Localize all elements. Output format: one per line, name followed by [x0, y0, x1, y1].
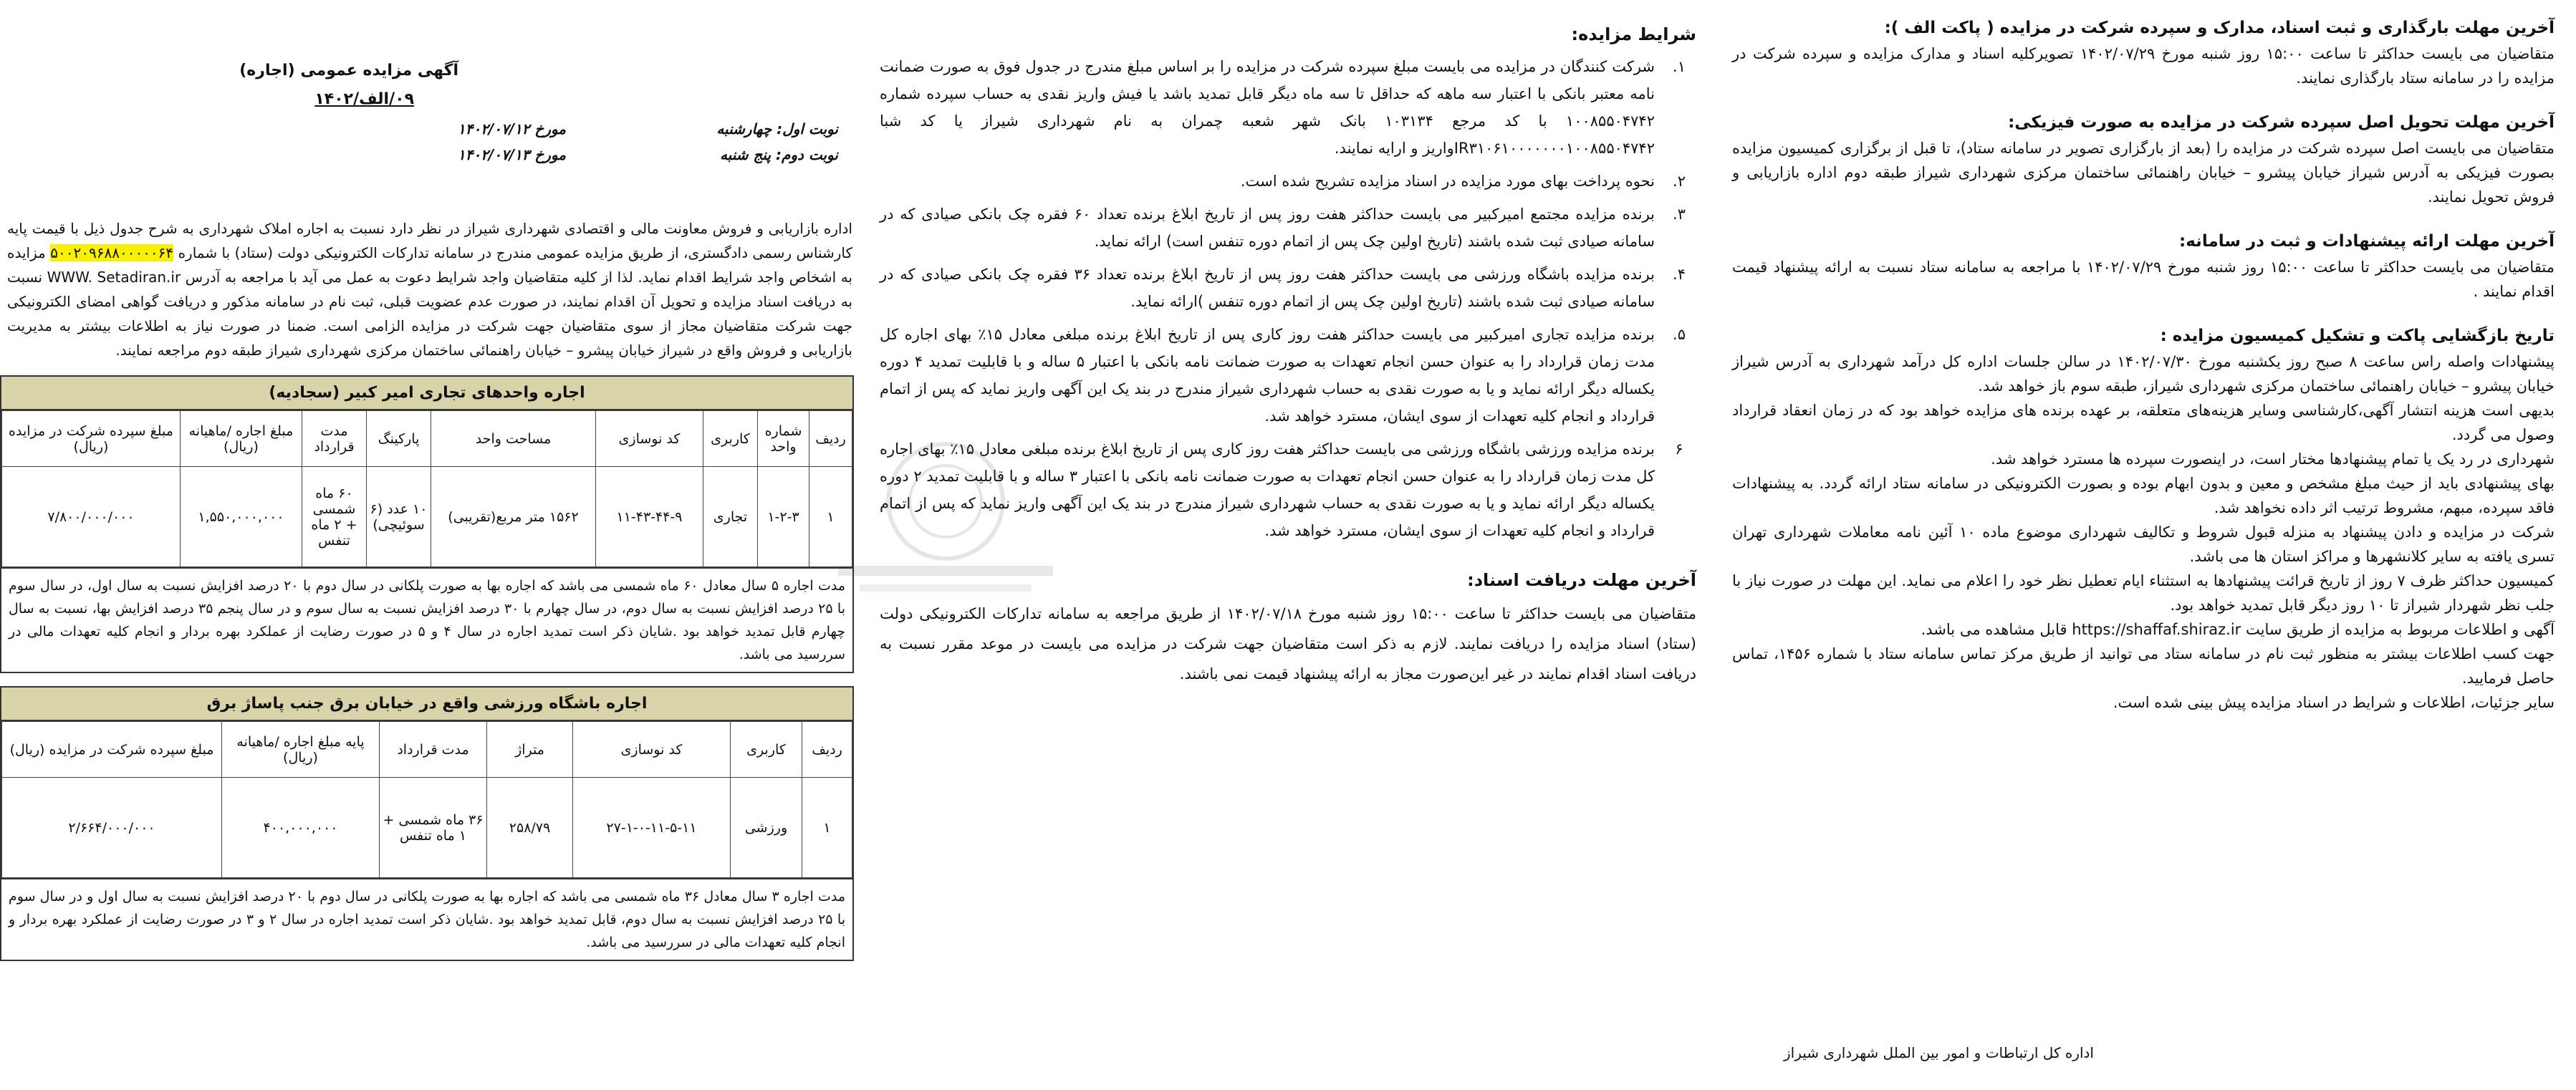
table-header: کاربری	[731, 722, 802, 778]
column-deadlines	[1732, 0, 2555, 715]
table-cell: ۱۱-۴۳-۴۴-۹	[596, 467, 703, 567]
note-item: بدیهی است هزینه انتشار آگهی،کارشناسی وسایر هزینه‌های متعلقه، بر عهده برنده های مزایده خواهد بود که در زمان انعقاد قرارداد وصول می گردد.	[1732, 402, 2555, 443]
table-header: شماره واحد	[758, 411, 809, 467]
table-cell: ۱-۲-۳	[758, 467, 809, 567]
condition-number: ۵.	[1673, 326, 1686, 343]
table-grid	[1, 721, 852, 878]
table-header: مدت قرارداد	[302, 411, 367, 467]
heading-physical-deposit: آخرین مهلت تحویل اصل سپرده شرکت در مزایده به صورت فیزیکی:	[2008, 113, 2555, 132]
table-cell: ۱۵۶۲ متر مربع(تقریبی)	[431, 467, 596, 567]
table-header: پارکینگ	[367, 411, 431, 467]
intro-text-b: مزایده به اشخاص واجد شرایط اقدام نماید. لذا از کلیه متقاضیان واجد شرایط دعوت به عمل می آید با مراجعه به آدرس WWW. Setadiran.ir نسبت به دریافت اسناد مزایده و تحویل آن اقدام نمایند، در صورت عدم عضویت قبلی، ثبت نام در سامانه مذکور و دریافت گواهی امضای الکترونیکی جهت شرکت متقاضیان مجاز از سوی متقاضیان جهت شرکت در مزایده الزامی است. ضمنا در صورت نیاز به اطلاعات بیشتر به مدیریت بازاریابی و فروش واقع در شیراز خیابان پیشرو – خیابان راهنمائی ساختمان مرکزی شهرداری شیراز طبقه دوم مراجعه نمایند.	[7, 244, 852, 359]
turn2-label: نوبت دوم: پنج شنبه	[720, 146, 838, 163]
table-note: مدت اجاره ۳ سال معادل ۳۶ ماه شمسی می باشد که اجاره بها به صورت پلکانی در سال دوم با ۲۰ درصد افزایش نسبت به سال اول و در سال سوم با ۲۵ درصد افزایش نسبت به سال دوم، قابل تمدید خواهد بود .شایان ذکر است تمدید اجاره در سال ۲ و ۳ در صورت رضایت از عملکرد بهره بردار و انجام کلیه تعهدات مالی در سررسید می باشد.	[1, 878, 852, 960]
para-envelope-a: متقاضیان می بایست حداکثر تا ساعت ۱۵:۰۰ روز شنبه مورخ ۱۴۰۲/۰۷/۲۹ تصویرکلیه اسناد و مدارک مزایده و سپرده شرکت در مزایده را در سامانه ستاد بارگذاری نمایند.	[1732, 45, 2555, 87]
table-row	[2, 467, 852, 567]
note-item: جهت کسب اطلاعات بیشتر به منظور ثبت نام در سامانه ستاد می توانید از طریق مرکز تماس سامانه ستاد با شماره ۱۴۵۶، تماس حاصل فرمایید.	[1732, 645, 2555, 687]
table-cell: ۱۰ عدد (۶ سوئیچی)	[367, 467, 431, 567]
heading-opening: تاریخ بازگشایی پاکت و تشکیل کمیسیون مزایده :	[2160, 327, 2555, 345]
table-header: مساحت واحد	[431, 411, 596, 467]
announcement-number: ۰۹/الف/۱۴۰۲	[314, 90, 414, 108]
condition-text: نحوه پرداخت بهای مورد مزایده در اسناد مزایده تشریح شده است.	[1240, 173, 1655, 190]
table-cell: ۴۰۰,۰۰۰,۰۰۰	[222, 778, 380, 878]
table-cell: ۱,۵۵۰,۰۰۰,۰۰۰	[181, 467, 302, 567]
note-item: شهرداری در رد یک یا تمام پیشنهادها مختار است، در اینصورت سپرده ها مسترد خواهد شد.	[1991, 450, 2555, 468]
table-sports-club	[0, 686, 854, 961]
table-header: مبلغ اجاره /ماهیانه (ریال)	[181, 411, 302, 467]
table-grid	[1, 410, 852, 567]
announcement-title: آگهی مزایده عمومی (اجاره)	[239, 62, 458, 79]
condition-item	[880, 168, 1696, 195]
table-header: مبلغ سپرده شرکت در مزایده (ریال)	[2, 411, 181, 467]
table-cell: ۷/۸۰۰/۰۰۰/۰۰۰	[2, 467, 181, 567]
condition-item	[880, 53, 1696, 162]
table-header: ردیف	[802, 722, 852, 778]
table-cell: ۶۰ ماه شمسی + ۲ ماه تنفس	[302, 467, 367, 567]
table-cell: ۲۷-۱-۰-۱۱-۵-۱۱	[573, 778, 731, 878]
table-amirkabir	[0, 375, 854, 673]
table-cell: ۲۵۸/۷۹	[487, 778, 573, 878]
table-cell: ۲/۶۶۴/۰۰۰/۰۰۰	[2, 778, 222, 878]
table-row	[2, 778, 852, 878]
setad-number-highlight: ۵۰۰۲۰۹۶۸۸۰۰۰۰۰۶۴	[50, 244, 174, 261]
condition-text: برنده مزایده باشگاه ورزشی می بایست حداکثر هفت روز پس از تاریخ ابلاغ برنده تعداد ۳۶ فقره چک بانکی صیادی که در سامانه صیادی ثبت شده باشند (تاریخ اولین چک پس از اتمام دوره تنفس )ارائه نماید.	[880, 266, 1655, 310]
table-header: کد نوسازی	[573, 722, 731, 778]
note-item: سایر جزئیات، اطلاعات و شرایط در اسناد مزایده پیش بینی شده است.	[2113, 694, 2555, 711]
condition-item	[880, 261, 1696, 315]
intro-text-a: اداره بازاریابی و فروش معاونت مالی و اقتصادی شهرداری شیراز در نظر دارد نسبت به اجاره املاک شهرداری به شرح جدول ذیل با قیمت پایه کارشناس رسمی دادگستری، از طریق مزایده عمومی مندرج در سامانه تدارکات الکترونیکی دولت (ستاد) با شماره	[7, 220, 853, 261]
conditions-title: شرایط مزایده:	[1571, 24, 1696, 44]
table-header: متراژ	[487, 722, 573, 778]
table-cell: ۱	[809, 467, 852, 567]
turn2-date: مورخ ۱۴۰۲/۰۷/۱۳	[457, 146, 566, 163]
condition-text: برنده مزایده ورزشی باشگاه ورزشی می بایست حداکثر هفت روز کاری پس از تاریخ ابلاغ برنده مبلغی معادل ۱۵٪ بهای اجاره کل مدت زمان قرارداد را به عنوان حسن انجام تعهدات به صورت ضمانت نامه بانکی با اعتبار ۳ ساله و با قابلیت تمدید ۲ دوره یکساله دیگر ارائه نماید و یا به صورت نقدی به حساب شهرداری شیراز مندرج در بند یک این آگهی واریز نماید که پس از اتمام قرارداد و انجام کلیه تعهدات از سوی ایشان، مسترد خواهد شد.	[880, 440, 1655, 539]
condition-number: ۴.	[1673, 266, 1686, 283]
table-cell: تجاری	[703, 467, 758, 567]
condition-text: شرکت کنندگان در مزایده می بایست مبلغ سپرده شرکت در مزایده را بر اساس مبلغ مندرج در جدول فوق به صورت ضمانت نامه معتبر بانکی با اعتبار سه ماهه که حداقل تا سه ماه دیگر قابل تمدید باشد یا فیش واریز نقدی به حساب سپرده شماره ۱۰۰۸۵۵۰۴۷۴۲ با کد مرجع ۱۰۳۱۳۴ بانک شهر شعبه چمران به نام شهرداری شیراز یا کد شبا IR۳۱۰۶۱۰۰۰۰۰۰۰۱۰۰۸۵۵۰۴۷۴۲واریز و ارایه نمایند.	[880, 58, 1655, 157]
condition-item	[880, 321, 1696, 430]
note-item: شرکت در مزایده و دادن پیشنهاد به منزله قبول شروط و تکالیف شهرداری موضوع ماده ۱۰ آئین نامه معاملات شهرداری تهران تسری یافته به سایر کلانشهرها و مراکز استان ها می باشد.	[1732, 524, 2555, 565]
note-item: آگهی و اطلاعات مربوط به مزایده از طریق سایت https://shaffaf.shiraz.ir قابل مشاهده می باشد.	[1921, 621, 2555, 638]
table-header: پایه مبلغ اجاره /ماهیانه (ریال)	[222, 722, 380, 778]
deadline-body: متقاضیان می بایست حداکثر تا ساعت ۱۵:۰۰ روز شنبه مورخ ۱۴۰۲/۰۷/۱۸ از طریق مراجعه به سامانه تدارکات الکترونیکی دولت (ستاد) اسناد مزایده را دریافت نمایند. لازم به ذکر است متقاضیان جهت شرکت در مزایده می بایست در موعد مقرر نسبت به دریافت اسناد اقدام نمایند در غیر این‌صورت مجاز به ارائه پیشنهاد قیمت نمی باشند.	[880, 605, 1697, 683]
table-cell: ۳۶ ماه شمسی + ۱ ماه تنفس	[380, 778, 487, 878]
table-header: ردیف	[809, 411, 852, 467]
heading-envelope-a: آخرین مهلت بارگذاری و ثبت اسناد، مدارک و سپرده شرکت در مزایده ( پاکت الف ):	[1884, 19, 2555, 37]
note-item: بهای پیشنهادی باید از حیث مبلغ مشخص و معین و بدون ابهام بوده و بصورت الکترونیکی در سامانه ستاد ارائه گردد. به پیشنهادات فاقد سپرده، مبهم، مشروط ترتیب اثر داده نخواهد شد.	[1732, 475, 2555, 516]
deadline-title: آخرین مهلت دریافت اسناد:	[1467, 570, 1696, 590]
turn1-date: مورخ ۱۴۰۲/۰۷/۱۲	[457, 120, 566, 138]
para-physical-deposit: متقاضیان می بایست اصل سپرده شرکت در مزایده را (بعد از بارگزاری تصویر در سامانه ستاد)، تا قبل از برگزاری کمیسیون مزایده بصورت فیزیکی به آدرس شیراز خیابان پیشرو – خیابان راهنمائی ساختمان مرکزی شهرداری شیراز طبقه دوم اداره بازاریابی و فروش تحویل نمایند.	[1732, 140, 2555, 206]
table-note: مدت اجاره ۵ سال معادل ۶۰ ماه شمسی می باشد که اجاره بها به صورت پلکانی در سال دوم با ۲۰ درصد افزایش نسبت به سال اول، در سال سوم با ۲۵ درصد افزایش نسبت به سال دوم، در سال چهارم با ۳۰ درصد افزایش نسبت به سال سوم و در سال پنجم ۳۵ درصد افزایش بها، نسبت به سال چهارم قابل تمدید خواهد بود .شایان ذکر است تمدید اجاره در سال ۴ و ۵ در صورت رضایت از عملکرد بهره بردار و انجام کلیه تعهدات مالی در سررسید می باشد.	[1, 567, 852, 672]
para-proposals: متقاضیان می بایست حداکثر تا ساعت ۱۵:۰۰ روز شنبه مورخ ۱۴۰۲/۰۷/۲۹ با مراجعه به سامانه ستاد نسبت به ارائه پیشنهاد قیمت اقدام نمایند .	[1732, 259, 2555, 300]
condition-number: ۶	[1675, 440, 1683, 458]
heading-proposals: آخرین مهلت ارائه پیشنهادات و ثبت در سامانه:	[2179, 232, 2555, 251]
table-header: مبلغ سپرده شرکت در مزایده (ریال)	[2, 722, 222, 778]
condition-number: ۲.	[1673, 173, 1686, 190]
table-header-row	[2, 722, 852, 778]
note-item: کمیسیون حداکثر ظرف ۷ روز از تاریخ قرائت پیشنهادها به استثناء ایام تعطیل نظر خود را اعلام می نماید. این مهلت در صورت نیاز با جلب نظر شهردار شیراز تا ۱۰ روز دیگر قابل تمدید خواهد بود.	[1732, 572, 2555, 614]
table-header: مدت قرارداد	[380, 722, 487, 778]
table-header-row	[2, 411, 852, 467]
condition-number: ۱.	[1673, 58, 1686, 75]
table-header: کد نوسازی	[596, 411, 703, 467]
condition-text: برنده مزایده مجتمع امیرکبیر می بایست حداکثر هفت روز پس از تاریخ ابلاغ برنده تعداد ۶۰ فقره چک بانکی صیادی که در سامانه صیادی ثبت شده باشند (تاریخ اولین چک پس از اتمام دوره تنفس است) ارائه نماید.	[880, 206, 1655, 250]
column-announcement	[0, 0, 860, 961]
footer-issuer: اداره کل ارتباطات و امور بین الملل شهرداری شیراز	[1784, 1044, 2094, 1061]
table-cell: ورزشی	[731, 778, 802, 878]
condition-number: ۳.	[1673, 206, 1686, 223]
condition-item	[880, 201, 1696, 255]
table-caption: اجاره واحدهای تجاری امیر کبیر (سجادیه)	[1, 377, 852, 410]
table-caption: اجاره باشگاه ورزشی واقع در خیابان برق جنب پاساژ برق	[1, 688, 852, 721]
table-cell: ۱	[802, 778, 852, 878]
turn1-label: نوبت اول: چهارشنبه	[716, 120, 838, 138]
para-opening: پیشنهادات واصله راس ساعت ۸ صبح روز یکشنبه مورخ ۱۴۰۲/۰۷/۳۰ در سالن جلسات اداره کل درآمد شهرداری به آدرس شیراز خیابان پیشرو – خیابان راهنمائی ساختمان مرکزی شهرداری شیراز، طبقه سوم باز خواهد شد.	[1732, 353, 2555, 395]
table-header: کاربری	[703, 411, 758, 467]
condition-text: برنده مزایده تجاری امیرکبیر می بایست حداکثر هفت روز کاری پس از تاریخ ابلاغ برنده مبلغی معادل ۱۵٪ بهای اجاره کل مدت زمان قرارداد را به عنوان حسن انجام تعهدات به صورت ضمانت نامه بانکی با اعتبار ۵ ساله و با قابلیت تمدید ۴ دوره یکساله دیگر ارائه نماید و یا به صورت نقدی به حساب شهرداری شیراز مندرج در بند یک این آگهی واریز نماید که پس از اتمام قرارداد و انجام کلیه تعهدات از سوی ایشان، مسترد خواهد شد.	[880, 326, 1655, 425]
announcement-header	[0, 52, 860, 266]
